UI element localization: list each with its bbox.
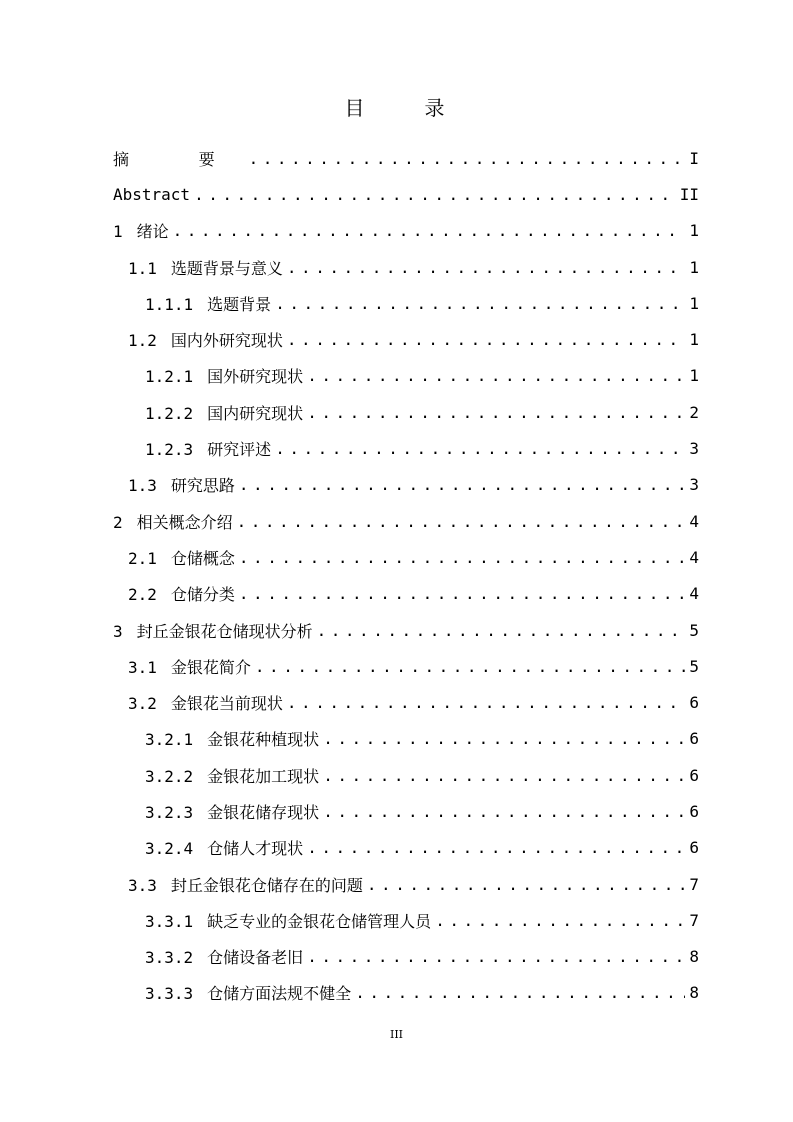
- toc-entry-number: 3.1: [128, 657, 157, 677]
- toc-entry[interactable]: [113, 866, 699, 902]
- toc-entry-heading: [113, 185, 190, 204]
- toc-entry[interactable]: [113, 539, 699, 575]
- toc-entry-page: 3: [689, 475, 699, 495]
- toc-dot-leader: [194, 185, 676, 204]
- toc-entry-number: 1.1.1: [145, 294, 194, 314]
- toc-entry[interactable]: [113, 757, 699, 793]
- table-of-contents: [113, 140, 699, 1011]
- toc-entry[interactable]: [113, 213, 699, 249]
- toc-entry-page: 4: [689, 584, 699, 604]
- toc-entry-number: 3.2: [128, 694, 157, 714]
- toc-dot-leader: [287, 693, 685, 712]
- toc-entry-number: 2.1: [128, 548, 157, 568]
- toc-entry[interactable]: [113, 612, 699, 648]
- toc-entry-number: 1.2: [128, 331, 157, 351]
- toc-entry-title: 金银花加工现状: [207, 766, 320, 786]
- toc-dot-leader: [367, 875, 685, 894]
- toc-entry-page: 2: [689, 402, 699, 422]
- toc-dot-leader: [275, 294, 685, 313]
- toc-entry-heading: [128, 582, 235, 605]
- toc-entry-page: 3: [689, 439, 699, 459]
- toc-dot-leader: [249, 149, 685, 168]
- toc-entry-number: 3.2.2: [145, 766, 194, 786]
- toc-entry-number: 2: [113, 512, 123, 532]
- toc-dot-leader: [255, 657, 685, 676]
- toc-entry-page: 1: [689, 257, 699, 277]
- toc-entry-number: 1: [113, 222, 123, 242]
- toc-entry-title: 金银花种植现状: [207, 730, 320, 750]
- toc-entry-title: 封丘金银花仓储现状分析: [136, 621, 313, 641]
- toc-entry-page: 1: [689, 221, 699, 241]
- toc-entry-title: 摘 要: [113, 149, 245, 169]
- toc-dot-leader: [287, 330, 685, 349]
- toc-dot-leader: [307, 403, 685, 422]
- toc-entry-page: 6: [689, 693, 699, 713]
- toc-entry-number: 1.2.3: [145, 440, 194, 460]
- toc-entry-title: 缺乏专业的金银花仓储管理人员: [207, 911, 432, 931]
- toc-dot-leader: [435, 911, 685, 930]
- toc-entry[interactable]: [113, 721, 699, 757]
- toc-entry-heading: [145, 437, 271, 460]
- toc-dot-leader: [355, 983, 685, 1002]
- toc-entry-page: 7: [689, 910, 699, 930]
- toc-entry[interactable]: [113, 503, 699, 539]
- toc-entry-heading: [145, 364, 303, 387]
- toc-dot-leader: [239, 584, 685, 603]
- toc-entry-number: 3.2.3: [145, 802, 194, 822]
- toc-entry-heading: [145, 909, 431, 932]
- toc-dot-leader: [239, 475, 685, 494]
- toc-entry-title: 选题背景: [207, 294, 272, 314]
- toc-entry[interactable]: [113, 793, 699, 829]
- toc-entry-number: 3.2.4: [145, 839, 194, 859]
- toc-entry-number: 1.2.2: [145, 403, 194, 423]
- toc-entry-number: 3.3: [128, 875, 157, 895]
- toc-entry-page: 6: [689, 838, 699, 858]
- toc-entry-number: 3.3.3: [145, 984, 194, 1004]
- toc-entry-heading: [128, 473, 235, 496]
- toc-entry-heading: [113, 510, 233, 533]
- toc-entry[interactable]: [113, 939, 699, 975]
- toc-entry-title: 金银花当前现状: [170, 694, 283, 714]
- toc-dot-leader: [239, 548, 685, 567]
- toc-entry-title: 绪论: [136, 222, 169, 242]
- toc-entry-heading: [145, 945, 303, 968]
- toc-entry-number: 2.2: [128, 585, 157, 605]
- toc-entry-number: 1.3: [128, 476, 157, 496]
- toc-dot-leader: [307, 947, 685, 966]
- toc-dot-leader: [323, 729, 685, 748]
- toc-entry-page: 4: [689, 511, 699, 531]
- page-title: 目 录: [344, 96, 469, 120]
- toc-entry-page: I: [689, 148, 699, 168]
- toc-entry-heading: [145, 981, 351, 1004]
- toc-entry-page: 4: [689, 547, 699, 567]
- toc-entry-title: 金银花简介: [170, 657, 251, 677]
- toc-entry-number: 1.1: [128, 258, 157, 278]
- toc-entry-title: 相关概念介绍: [136, 512, 233, 532]
- toc-entry-heading: [113, 619, 313, 642]
- toc-entry-heading: [128, 256, 283, 279]
- toc-dot-leader: [307, 838, 685, 857]
- toc-entry-heading: [145, 727, 319, 750]
- toc-entry-number: 3.3.2: [145, 948, 194, 968]
- toc-entry[interactable]: [113, 576, 699, 612]
- toc-entry[interactable]: [113, 285, 699, 321]
- toc-entry[interactable]: [113, 430, 699, 466]
- toc-entry-heading: [145, 292, 271, 315]
- toc-entry[interactable]: [113, 902, 699, 938]
- toc-entry-title: 仓储方面法规不健全: [207, 984, 352, 1004]
- page-number: III: [389, 1028, 404, 1041]
- toc-entry-page: II: [679, 184, 699, 204]
- toc-entry-page: 7: [689, 874, 699, 894]
- toc-entry-heading: [145, 800, 319, 823]
- toc-entry-title: 仓储设备老旧: [207, 948, 304, 968]
- toc-entry-title: 仓储人才现状: [207, 839, 304, 859]
- toc-entry-heading: [145, 836, 303, 859]
- toc-entry[interactable]: [113, 321, 699, 357]
- toc-entry-number: 3: [113, 621, 123, 641]
- toc-entry-page: 8: [689, 947, 699, 967]
- toc-entry[interactable]: [113, 975, 699, 1011]
- toc-entry-title: 封丘金银花仓储存在的问题: [170, 875, 363, 895]
- toc-dot-leader: [323, 802, 685, 821]
- toc-entry-heading: [128, 328, 283, 351]
- toc-entry-page: 6: [689, 729, 699, 749]
- toc-entry-title: 国外研究现状: [207, 367, 304, 387]
- toc-entry-heading: [113, 219, 169, 242]
- toc-dot-leader: [275, 439, 685, 458]
- toc-entry-page: 1: [689, 330, 699, 350]
- toc-entry-heading: [128, 691, 283, 714]
- toc-dot-leader: [307, 366, 685, 385]
- toc-entry-page: 5: [689, 620, 699, 640]
- toc-entry-page: 6: [689, 801, 699, 821]
- toc-dot-leader: [323, 766, 685, 785]
- toc-entry-heading: [128, 873, 363, 896]
- toc-entry-page: 1: [689, 293, 699, 313]
- toc-entry-heading: [128, 546, 235, 569]
- toc-entry-page: 5: [689, 656, 699, 676]
- toc-entry-heading: [113, 147, 245, 170]
- toc-entry[interactable]: [113, 648, 699, 684]
- toc-entry-heading: [128, 655, 251, 678]
- toc-entry-number: 3.3.1: [145, 911, 194, 931]
- toc-entry[interactable]: [113, 394, 699, 430]
- toc-entry[interactable]: [113, 467, 699, 503]
- toc-entry[interactable]: [113, 358, 699, 394]
- toc-entry-title: 仓储概念: [170, 548, 235, 568]
- toc-entry-number: 3.2.1: [145, 730, 194, 750]
- toc-dot-leader: [317, 621, 685, 640]
- toc-entry-page: 6: [689, 765, 699, 785]
- toc-entry-title: 仓储分类: [170, 585, 235, 605]
- toc-entry-title: Abstract: [113, 184, 191, 204]
- toc-entry-page: 8: [689, 983, 699, 1003]
- toc-dot-leader: [237, 512, 685, 531]
- toc-entry[interactable]: [113, 176, 699, 212]
- toc-dot-leader: [287, 258, 685, 277]
- toc-entry[interactable]: [113, 830, 699, 866]
- toc-entry-title: 国内研究现状: [207, 403, 304, 423]
- toc-entry-number: 1.2.1: [145, 367, 194, 387]
- toc-entry-page: 1: [689, 366, 699, 386]
- toc-entry-heading: [145, 401, 303, 424]
- toc-entry-title: 研究思路: [170, 476, 235, 496]
- toc-entry-title: 金银花储存现状: [207, 802, 320, 822]
- toc-entry[interactable]: [113, 684, 699, 720]
- toc-entry-title: 选题背景与意义: [170, 258, 283, 278]
- toc-entry-heading: [145, 764, 319, 787]
- toc-entry-title: 国内外研究现状: [170, 331, 283, 351]
- toc-entry[interactable]: [113, 140, 699, 176]
- toc-entry-title: 研究评述: [207, 440, 272, 460]
- toc-entry[interactable]: [113, 249, 699, 285]
- toc-dot-leader: [173, 221, 685, 240]
